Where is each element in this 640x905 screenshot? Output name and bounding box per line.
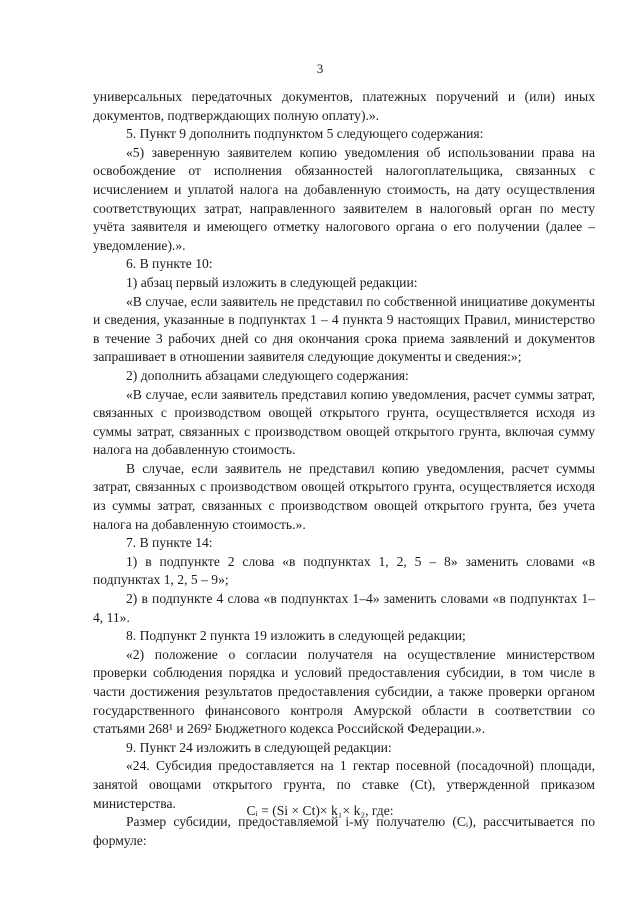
paragraph: Размер субсидии, предоставляемой i-му получателю (Cᵢ), рассчитывается по формуле:	[93, 814, 595, 848]
paragraph: универсальных передаточных документов, платежных поручений и (или) иных документов, подтверждающих полную оплату).».	[93, 89, 595, 123]
paragraph: 1) в подпункте 2 слова «в подпунктах 1, 2, 5 – 8» заменить словами «в подпунктах 1, 2, 5 – 9»;	[93, 553, 595, 588]
paragraph: 9. Пункт 24 изложить в следующей редакции:	[126, 739, 392, 755]
subsidy-formula: Cᵢ = (Si × Ct)× k₁× k₂, где:	[246, 803, 394, 818]
paragraph: 8. Подпункт 2 пункта 19 изложить в следующей редакции;	[126, 628, 466, 644]
paragraph: 7. В пункте 14:	[126, 535, 213, 551]
paragraph: «В случае, если заявитель представил копию уведомления, расчет суммы затрат, связанных с производством овощей открытого грунта, осуществляется исходя из суммы затрат, связанных с производством овощей открытого грунта, включая сумму налога на добавленную стоимость.	[93, 386, 595, 458]
paragraph: «5) заверенную заявителем копию уведомления об использовании права на освобождение от исполнения обязанностей налогоплательщика, связанных с исчислением и уплатой налога на добавленную стоимость, на дату осуществления соответствующих затрат, направленного заявителем в налоговый орган по месту учёта заявителя и имеющего отметку налогового органа о его получении (далее – уведомление).».	[93, 144, 595, 253]
paragraph: В случае, если заявитель не представил копию уведомления, расчет суммы затрат, связанных с производством овощей открытого грунта, осуществляется исходя из суммы затрат, связанных с производством овощей открытого грунта, без учета налога на добавленную стоимость.».	[93, 460, 595, 532]
paragraph: «В случае, если заявитель не представил по собственной инициативе документы и сведения, указанные в подпунктах 1 – 4 пункта 9 настоящих Правил, министерство в течение 3 рабочих дней со дня окончания срока приема заявлений и документов запрашивает в отношении заявителя следующие документы и сведения:»;	[93, 293, 595, 365]
paragraph: «24. Субсидия предоставляется на 1 гектар посевной (посадочной) площади, занятой овощами открытого грунта, по ставке (Ct), утвержденной приказом министерства.	[93, 758, 595, 811]
paragraph: 5. Пункт 9 дополнить подпунктом 5 следующего содержания:	[126, 126, 484, 142]
paragraph: 2) в подпункте 4 слова «в подпунктах 1–4» заменить словами «в подпунктах 1–4, 11».	[93, 591, 595, 625]
paragraph: 1) абзац первый изложить в следующей редакции:	[126, 274, 418, 290]
paragraph: «2) положение о согласии получателя на осуществление министерством проверки соблюдения порядка и условий предоставления субсидии, в том числе в части достижения результатов предоставления субсидии, а также проверки органом государственного финансового контроля Амурской области в соответствии со статьями 268¹ и 269² Бюджетного кодекса Российской Федерации.».	[93, 646, 595, 737]
page-number: 3	[316, 61, 324, 76]
paragraph: 2) дополнить абзацами следующего содержания:	[126, 367, 409, 383]
document-body	[93, 88, 595, 850]
paragraph: 6. В пункте 10:	[126, 256, 213, 272]
